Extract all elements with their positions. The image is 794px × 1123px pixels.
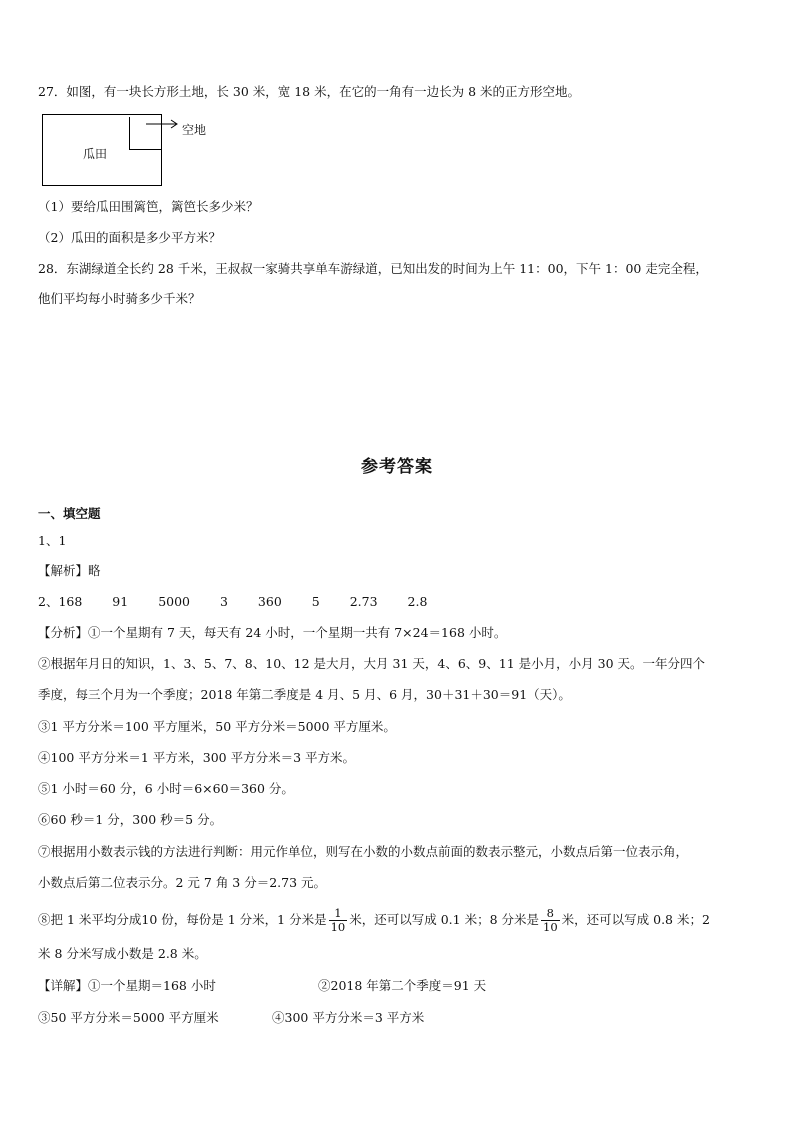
fraction — [329, 907, 348, 934]
fraction — [541, 907, 560, 934]
answer-1: 1、1 — [38, 533, 67, 548]
answer-2-values — [38, 593, 453, 611]
analysis-1: 【分析】①一个星期有 7 天，每天有 24 小时，一个星期一共有 7×24＝168 小时。 — [38, 625, 507, 640]
answer-2-value: 2、168 — [38, 594, 83, 609]
detail-2: ②2018 年第二个季度＝91 天 — [318, 978, 487, 993]
empty-plot-label: 空地 — [182, 123, 207, 137]
analysis-8-line1 — [38, 903, 710, 937]
detail-3: ③50 平方分米＝5000 平方厘米 — [38, 1010, 219, 1025]
analysis-4: ④100 平方分米＝1 平方米，300 平方分米＝3 平方米。 — [38, 750, 356, 765]
detail-1: 【详解】①一个星期＝168 小时 — [38, 978, 216, 993]
detail-4: ④300 平方分米＝3 平方米 — [272, 1010, 425, 1025]
fraction-numerator: 1 — [329, 907, 348, 921]
field-diagram — [42, 112, 242, 190]
analysis-7-line2: 小数点后第二位表示分。2 元 7 角 3 分＝2.73 元。 — [38, 875, 327, 890]
section-heading: 一、填空题 — [38, 506, 101, 521]
answer-2-value: 91 — [112, 594, 129, 609]
arrow-right-icon — [146, 118, 182, 130]
analysis-8-line2: 米 8 分米写成小数是 2.8 米。 — [38, 946, 207, 961]
question-28-line2: 他们平均每小时骑多少千米？ — [38, 291, 201, 306]
analysis-2-line2: 季度，每三个月为一个季度；2018 年第二季度是 4 月、5 月、6 月，30＋31＋30＝91（天）。 — [38, 687, 571, 702]
answer-2-value: 360 — [257, 594, 282, 609]
analysis-2-line1: ②根据年月日的知识，1、3、5、7、8、10、12 是大月，大月 31 天，4、6、9、11 是小月，小月 30 天。一年分四个 — [38, 656, 705, 671]
analysis-8-text: 米，还可以写成 0.1 米；8 分米是 — [349, 912, 540, 927]
analysis-6: ⑥60 秒＝1 分，300 秒＝5 分。 — [38, 812, 223, 827]
answer-2-value: 3 — [219, 594, 228, 609]
analysis-8-text: 米，还可以写成 0.8 米；2 — [561, 912, 710, 927]
field-label: 瓜田 — [83, 147, 108, 161]
answer-1-analysis: 【解析】略 — [38, 563, 101, 578]
answer-2-value: 5000 — [158, 594, 190, 609]
answer-2-value: 5 — [311, 594, 320, 609]
fraction-numerator: 8 — [541, 907, 560, 921]
question-28-line1: 28．东湖绿道全长约 28 千米，王叔叔一家骑共享单车游绿道，已知出发的时间为上午 11：00，下午 1：00 走完全程， — [38, 261, 708, 276]
answers-title: 参考答案 — [361, 457, 433, 477]
analysis-7-line1: ⑦根据用小数表示钱的方法进行判断：用元作单位，则写在小数的小数点前面的数表示整元，小数点后第一位表示角， — [38, 844, 689, 859]
question-27-sub1: （1）要给瓜田围篱笆，篱笆长多少米？ — [38, 199, 259, 214]
fraction-denominator: 10 — [330, 920, 346, 934]
analysis-8-text: ⑧把 1 米平均分成10 份，每份是 1 分米，1 分米是 — [38, 912, 327, 927]
answer-2-value: 2.8 — [407, 594, 428, 609]
fraction-denominator: 10 — [543, 920, 558, 934]
analysis-3: ③1 平方分米＝100 平方厘米，50 平方分米＝5000 平方厘米。 — [38, 719, 396, 734]
answer-2-value: 2.73 — [349, 594, 378, 609]
question-27-sub2: （2）瓜田的面积是多少平方米？ — [38, 230, 221, 245]
question-27-text: 27．如图，有一块长方形土地，长 30 米，宽 18 米，在它的一角有一边长为 8 米的正方形空地。 — [38, 84, 581, 99]
rectangle-field — [42, 114, 162, 186]
analysis-5: ⑤1 小时＝60 分，6 小时＝6×60＝360 分。 — [38, 781, 294, 796]
